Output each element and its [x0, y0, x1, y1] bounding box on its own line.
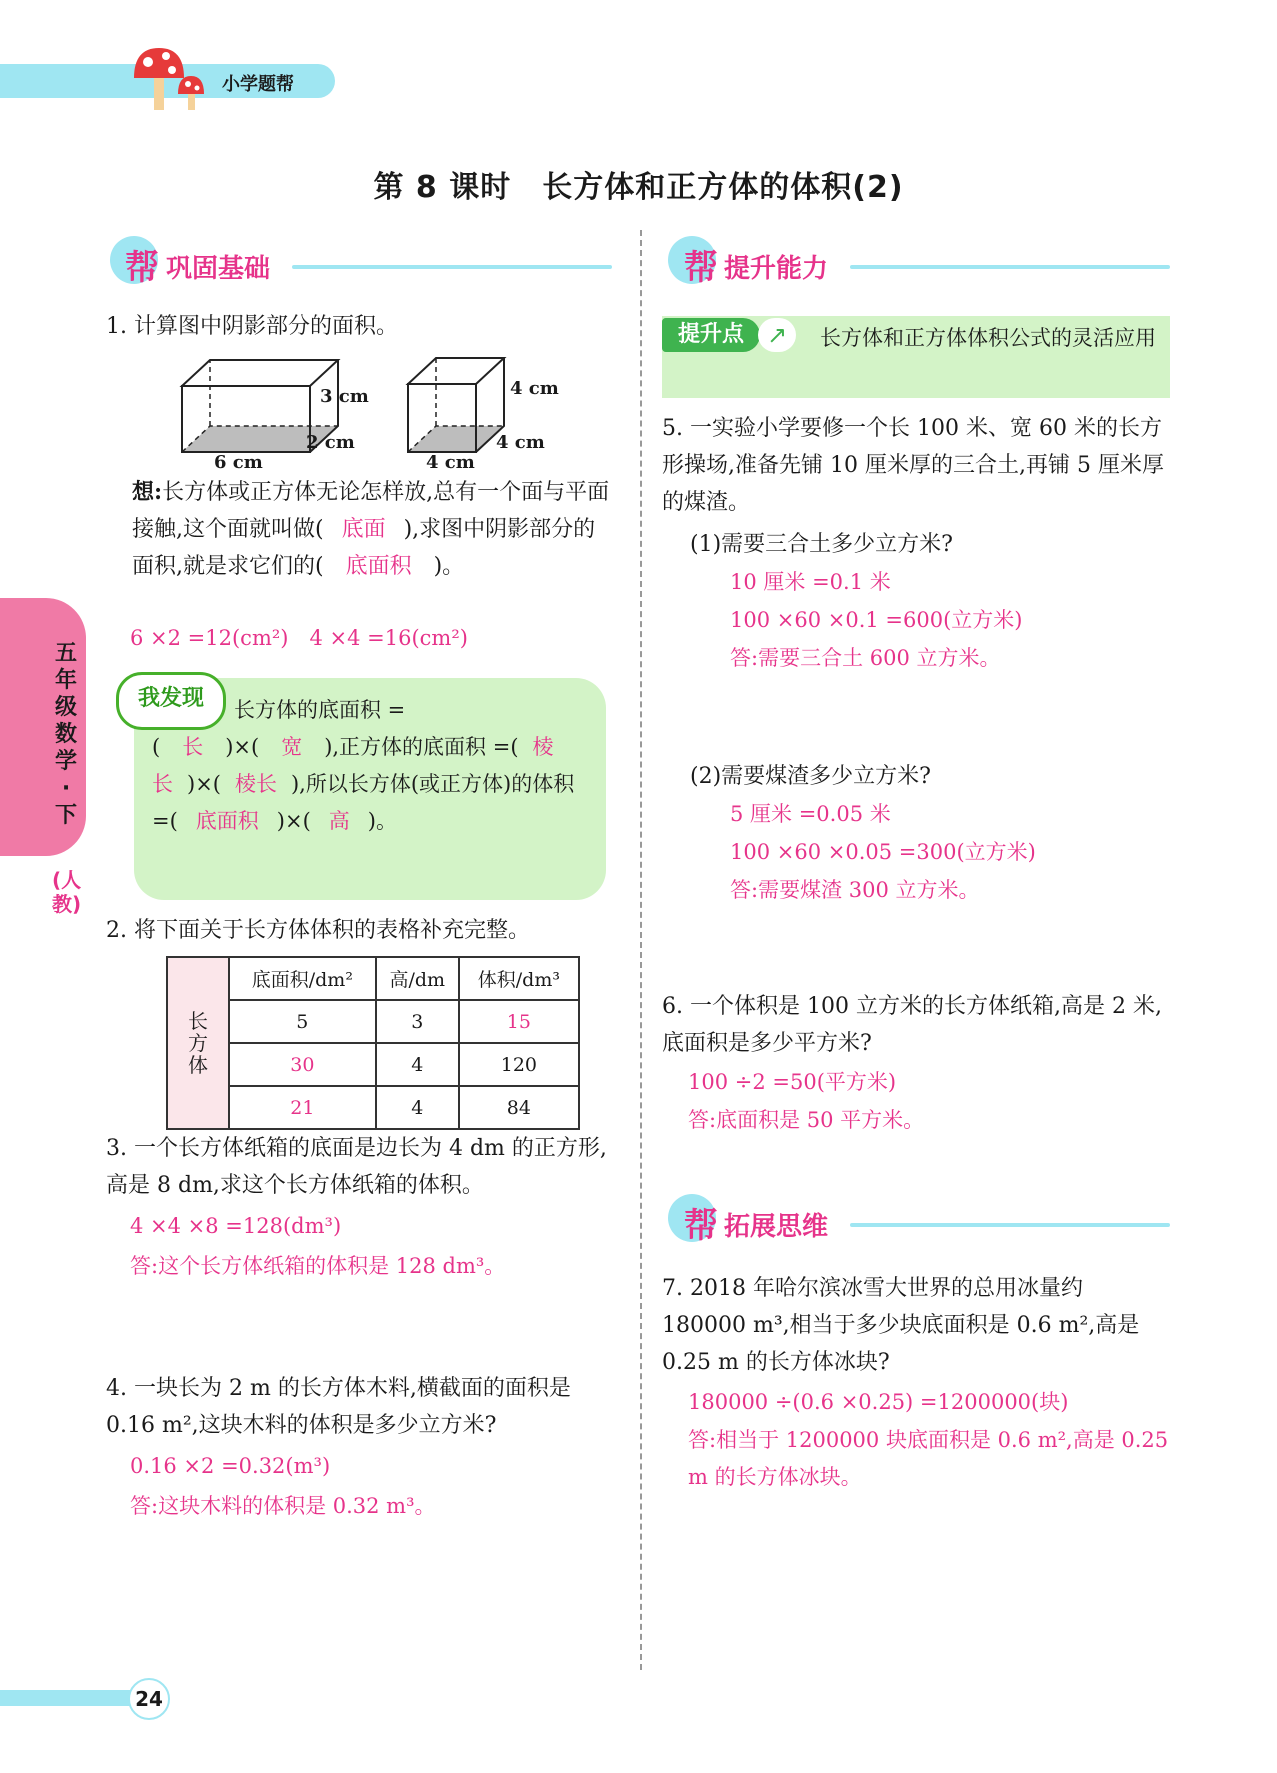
q5-sub2-text: (2)需要煤渣多少立方米?	[690, 764, 931, 789]
think-part3: )。	[433, 554, 465, 579]
q5-sub1-calc: 100 ×60 ×0.1 =600(立方米)	[730, 608, 1023, 632]
q4-text: 4. 一块长为 2 m 的长方体木料,横截面的面积是 0.16 m²,这块木料的体积是多少立方米?	[106, 1376, 571, 1438]
fig1-length-label: 6 cm	[214, 452, 263, 473]
table-cell-answer: 15	[459, 1000, 579, 1043]
discover-b2: 宽	[281, 735, 303, 759]
table-col-header: 底面积/dm²	[229, 957, 376, 1000]
section-line	[850, 1223, 1170, 1227]
think-blank1: 底面	[341, 517, 386, 542]
q7-answer: 答:相当于 1200000 块底面积是 0.6 m²,高是 0.25 m 的长方体冰块。	[688, 1428, 1169, 1489]
improve-point-tag: 提升点	[662, 318, 760, 352]
discover-b4: 棱长	[234, 772, 277, 796]
q6-answer: 答:底面积是 50 平方米。	[688, 1108, 925, 1132]
q3-text: 3. 一个长方体纸箱的底面是边长为 4 dm 的正方形,高是 8 dm,求这个长方体纸箱的体积。	[106, 1136, 607, 1198]
discover-t3: ),正方体的底面积 =(	[324, 735, 519, 759]
table-cell: 84	[459, 1086, 579, 1129]
table-cell: 4	[376, 1043, 459, 1086]
side-tab-grade: 五年级数学·下	[54, 641, 77, 828]
table-row	[167, 1000, 579, 1043]
fig2-width-label: 4 cm	[496, 432, 545, 453]
discover-text	[152, 692, 592, 840]
q1-answer: 6 ×2 =12(cm²) 4 ×4 =16(cm²)	[130, 626, 468, 650]
q7-calc: 180000 ÷(0.6 ×0.25) =1200000(块)	[688, 1390, 1069, 1414]
q3-calc: 4 ×4 ×8 =128(dm³)	[130, 1214, 342, 1238]
section-improve-label: 提升能力	[724, 254, 829, 284]
discover-b5: 底面积	[195, 809, 259, 833]
q5-sub2-conv: 5 厘米 =0.05 米	[730, 802, 891, 826]
fig1-height-label: 3 cm	[320, 386, 369, 407]
fig1-width-label: 2 cm	[306, 432, 355, 453]
q1-text: 1. 计算图中阴影部分的面积。	[106, 314, 398, 339]
table-row	[167, 1086, 579, 1129]
table-cell: 5	[229, 1000, 376, 1043]
q3-answer: 答:这个长方体纸箱的体积是 128 dm³。	[130, 1254, 506, 1278]
think-part1: 长方体或正方体无论怎样放,总有一个面与平面接触,这个面就叫做(	[132, 480, 610, 542]
q5-sub2-calc: 100 ×60 ×0.05 =300(立方米)	[730, 840, 1036, 864]
table-row-header: 长方体	[167, 957, 229, 1129]
q1-think	[132, 474, 612, 585]
q6-text: 6. 一个体积是 100 立方米的长方体纸箱,高是 2 米,底面积是多少平方米?	[662, 994, 1162, 1056]
section-basic-bang: 帮	[125, 248, 159, 288]
table-cell-answer: 30	[229, 1043, 376, 1086]
think-blank2: 底面积	[345, 554, 412, 579]
table-row	[167, 1043, 579, 1086]
discover-b6: 高	[328, 809, 350, 833]
side-tab-edition: (人教)	[52, 868, 82, 916]
discover-t2: )×(	[225, 735, 260, 759]
arrow-icon: ↗	[758, 318, 796, 352]
page-title: 第 8 课时 长方体和正方体的体积(2)	[373, 170, 904, 205]
q4-answer: 答:这块木料的体积是 0.32 m³。	[130, 1494, 436, 1518]
q5-sub2-answer: 答:需要煤渣 300 立方米。	[730, 878, 980, 902]
discover-t4: )×(	[187, 772, 221, 796]
section-extend-label: 拓展思维	[724, 1212, 829, 1242]
discover-t5: ),所以长方体(或正方体)的体积 =(	[152, 772, 575, 833]
discover-t1: 长方体的底面积 =(	[152, 698, 406, 759]
q5-sub1-text: (1)需要三合土多少立方米?	[690, 532, 953, 557]
section-line	[292, 265, 612, 269]
discover-b3: 棱长	[152, 735, 554, 796]
section-basic-label: 巩固基础	[166, 254, 271, 284]
table-header-row	[167, 957, 579, 1000]
fig2-height-label: 4 cm	[510, 378, 559, 399]
table-cell: 3	[376, 1000, 459, 1043]
q6-calc: 100 ÷2 =50(平方米)	[688, 1070, 897, 1094]
section-improve-bang: 帮	[684, 248, 718, 288]
column-divider	[640, 230, 642, 1670]
section-extend-bang: 帮	[684, 1206, 718, 1246]
q4-calc: 0.16 ×2 =0.32(m³)	[130, 1454, 331, 1478]
table-cell: 4	[376, 1086, 459, 1129]
q5-sub1-answer: 答:需要三合土 600 立方米。	[730, 646, 1001, 670]
discover-badge: 我发现	[116, 672, 226, 730]
mushroom-icon	[126, 44, 216, 114]
improve-point-text: 长方体和正方体体积公式的灵活应用	[820, 326, 1156, 350]
page-number-bar	[0, 1690, 130, 1706]
discover-t6: )×(	[276, 809, 311, 833]
table-cell-answer: 21	[229, 1086, 376, 1129]
think-part2: ),求图中阴影部分的面积,就是求它们的(	[132, 517, 596, 579]
q5-sub1-conv: 10 厘米 =0.1 米	[730, 570, 891, 594]
fig2-length-label: 4 cm	[426, 452, 475, 473]
discover-b1: 长	[182, 735, 204, 759]
table-col-header: 高/dm	[376, 957, 459, 1000]
q2-text: 2. 将下面关于长方体体积的表格补充完整。	[106, 918, 530, 943]
table-col-header: 体积/dm³	[459, 957, 579, 1000]
volume-table	[166, 956, 580, 1130]
think-prefix: 想:	[132, 479, 163, 505]
section-line	[850, 265, 1170, 269]
table-cell: 120	[459, 1043, 579, 1086]
q5-text: 5. 一实验小学要修一个长 100 米、宽 60 米的长方形操场,准备先铺 10 厘米厚的三合土,再铺 5 厘米厚的煤渣。	[662, 416, 1164, 515]
q7-text: 7. 2018 年哈尔滨冰雪大世界的总用冰量约 180000 m³,相当于多少块底面积是 0.6 m²,高是 0.25 m 的长方体冰块?	[662, 1276, 1140, 1375]
discover-t7: )。	[367, 809, 397, 833]
brand-name: 小学题帮	[222, 74, 294, 95]
page-number: 24	[128, 1678, 170, 1720]
